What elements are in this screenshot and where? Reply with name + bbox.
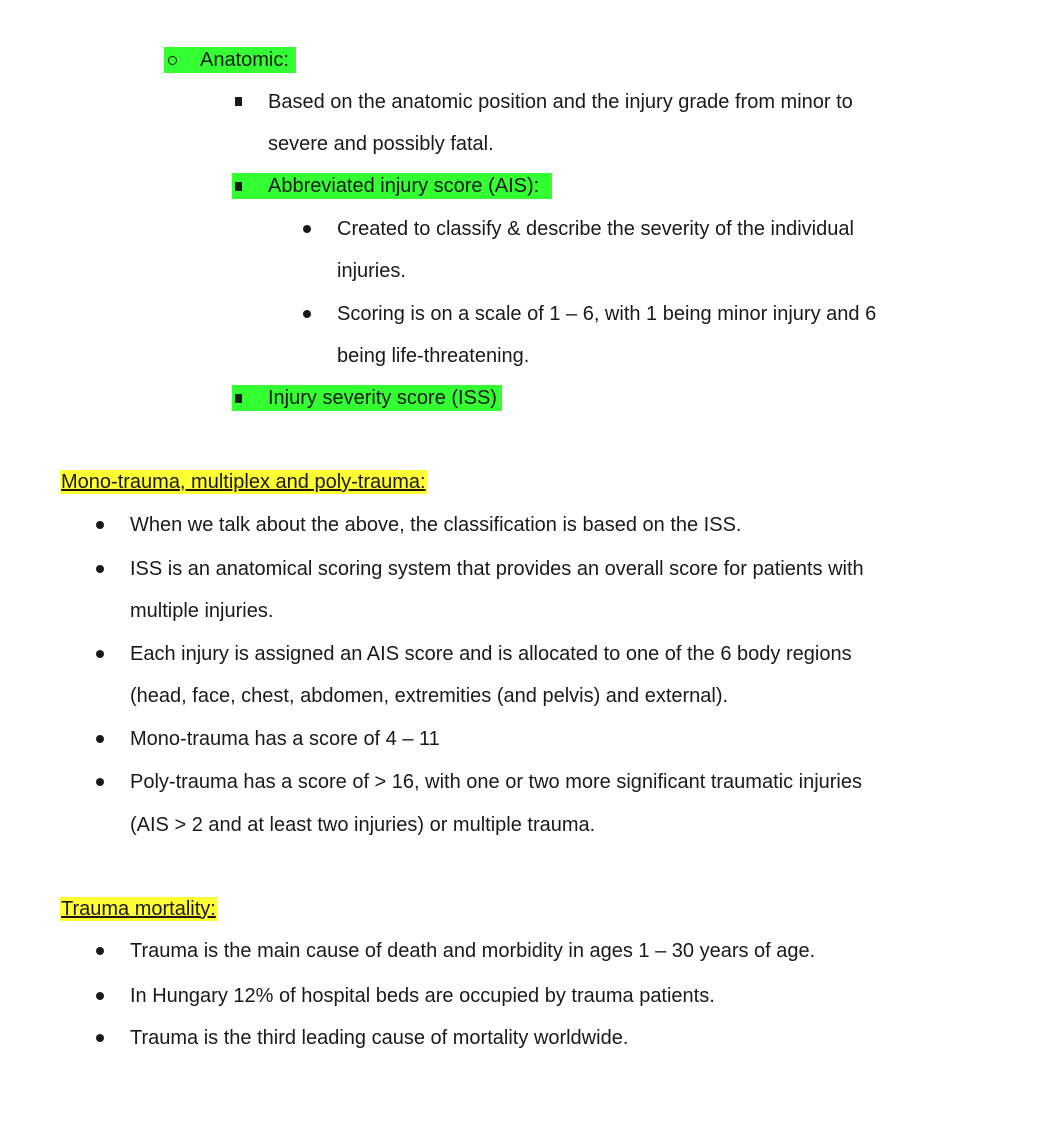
square-bullet-icon — [235, 394, 242, 403]
bullet-icon — [96, 735, 104, 743]
mortality-bullet-3: Trauma is the third leading cause of mortality worldwide. — [130, 1027, 629, 1049]
ais-point2-line1: Scoring is on a scale of 1 – 6, with 1 being minor injury and 6 — [337, 303, 877, 325]
bullet-icon — [303, 225, 311, 233]
iss-label: Injury severity score (ISS) — [268, 387, 497, 409]
hollow-bullet-icon — [168, 56, 177, 65]
mono-bullet-1: When we talk about the above, the classification is based on the ISS. — [130, 514, 742, 536]
bullet-icon — [96, 778, 104, 786]
square-bullet-icon — [235, 97, 242, 106]
bullet-icon — [96, 992, 104, 1000]
mono-bullet-3-line2: (head, face, chest, abdomen, extremities (and pelvis) and external). — [130, 685, 729, 707]
bullet-icon — [96, 521, 104, 529]
mortality-bullet-1: Trauma is the main cause of death and morbidity in ages 1 – 30 years of age. — [130, 940, 816, 962]
mono-bullet-5-line2: (AIS > 2 and at least two injuries) or multiple trauma. — [130, 814, 596, 836]
ais-label: Abbreviated injury score (AIS): — [268, 175, 540, 197]
section-heading-mono-trauma: Mono-trauma, multiplex and poly-trauma: — [61, 471, 426, 493]
bullet-icon — [303, 310, 311, 318]
anatomic-desc-line1: Based on the anatomic position and the injury grade from minor to — [268, 91, 853, 113]
mono-bullet-5-line1: Poly-trauma has a score of > 16, with one or two more significant traumatic injuries — [130, 771, 862, 793]
mono-bullet-3-line1: Each injury is assigned an AIS score and is allocated to one of the 6 body regions — [130, 643, 852, 665]
anatomic-desc-line2: severe and possibly fatal. — [268, 133, 494, 155]
mortality-bullet-2: In Hungary 12% of hospital beds are occupied by trauma patients. — [130, 985, 715, 1007]
ais-point2-line2: being life-threatening. — [337, 345, 530, 367]
mono-bullet-4: Mono-trauma has a score of 4 – 11 — [130, 728, 440, 750]
mono-bullet-2-line1: ISS is an anatomical scoring system that provides an overall score for patients with — [130, 558, 864, 580]
bullet-icon — [96, 1034, 104, 1042]
anatomic-label: Anatomic: — [200, 49, 289, 71]
square-bullet-icon — [235, 182, 242, 191]
bullet-icon — [96, 650, 104, 658]
bullet-icon — [96, 947, 104, 955]
section-heading-mortality: Trauma mortality: — [61, 898, 216, 920]
bullet-icon — [96, 565, 104, 573]
ais-point1-line1: Created to classify & describe the severity of the individual — [337, 218, 854, 240]
mono-bullet-2-line2: multiple injuries. — [130, 600, 274, 622]
ais-point1-line2: injuries. — [337, 260, 406, 282]
